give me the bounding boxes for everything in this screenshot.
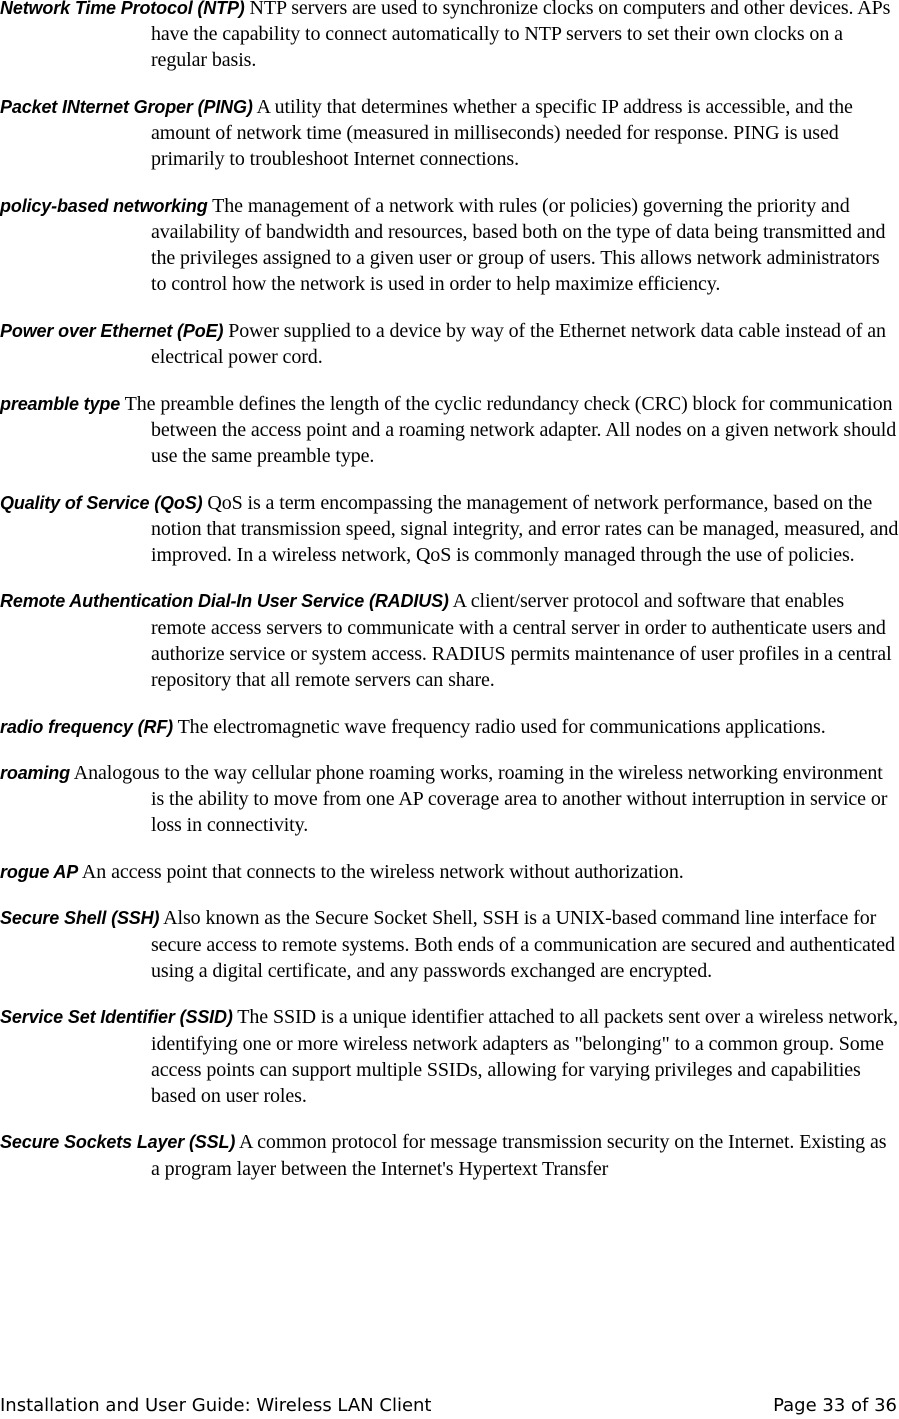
glossary-term: Remote Authentication Dial-In User Service (RADIUS) <box>0 591 449 612</box>
glossary-entry-policy-based-networking <box>0 193 899 298</box>
glossary-term: Quality of Service (QoS) <box>0 492 203 513</box>
glossary-term: Secure Sockets Layer (SSL) <box>0 1132 236 1153</box>
glossary-term: policy-based networking <box>0 195 208 216</box>
glossary-definition: Also known as the Secure Socket Shell, SSH is a UNIX-based command line interface for secure access to remote systems. Both ends of a communication are secured and authenticated using a digital certificate, and any passwords exchanged are encrypted. <box>151 907 895 982</box>
glossary-term: Secure Shell (SSH) <box>0 908 160 929</box>
glossary-entry-rf <box>0 714 899 740</box>
glossary-definition: NTP servers are used to synchronize clocks on computers and other devices. APs have the capability to connect automatically to NTP servers to set their own clocks on a regular basis. <box>151 0 891 72</box>
glossary-entry-radius <box>0 588 899 693</box>
glossary-definition: A client/server protocol and software that enables remote access servers to communicate with a central server in order to authenticate users and authorize service or system access. RADIUS permits maintenance of user profiles in a central repository that all remote servers can share. <box>151 590 892 692</box>
glossary-term: rogue AP <box>0 861 79 882</box>
glossary-definition: A utility that determines whether a specific IP address is accessible, and the amount of network time (measured in milliseconds) needed for response. PING is used primarily to troubleshoot Internet connections. <box>151 95 853 171</box>
glossary-entry-qos <box>0 490 899 569</box>
glossary-entry-ping <box>0 94 899 173</box>
glossary-definition: The electromagnetic wave frequency radio used for communications applications. <box>173 715 826 738</box>
glossary-entry-ssid <box>0 1004 899 1109</box>
glossary-definition: The SSID is a unique identifier attached to all packets sent over a wireless network, identifying one or more wireless network adapters as "belonging" to a common group. Some access points can support multiple SSIDs, allowing for varying privileges and capabilities based on user roles. <box>151 1006 899 1107</box>
guide-title: Installation and User Guide: Wireless LAN Client <box>0 1395 432 1416</box>
glossary-entry-preamble-type <box>0 391 899 470</box>
glossary-definition: The management of a network with rules (or policies) governing the priority and availability of bandwidth and resources, based both on the type of data being transmitted and the privileges assigned to a given user or group of users. This allows network administrators to control how the network is used in order to help maximize efficiency. <box>151 194 886 296</box>
glossary-definition: The preamble defines the length of the cyclic redundancy check (CRC) block for communication between the access point and a roaming network adapter. All nodes on a given network should use the same preamble type. <box>120 392 897 468</box>
page-number: Page 33 of 36 <box>773 1395 897 1416</box>
glossary-definition: Power supplied to a device by way of the Ethernet network data cable instead of an electrical power cord. <box>151 319 886 369</box>
glossary-term: Power over Ethernet (PoE) <box>0 320 224 341</box>
glossary-term: roaming <box>0 763 70 784</box>
glossary-term: radio frequency (RF) <box>0 716 174 737</box>
page-footer <box>0 1393 897 1419</box>
glossary-definition: An access point that connects to the wireless network without authorization. <box>78 860 684 883</box>
glossary-definition: A common protocol for message transmission security on the Internet. Existing as a program layer between the Internet's Hypertext Transfer <box>151 1131 887 1180</box>
glossary-entry-rogue-ap <box>0 859 899 885</box>
glossary-entry-ssh <box>0 905 899 984</box>
glossary-term: preamble type <box>0 393 121 414</box>
glossary-definition: QoS is a term encompassing the management of network performance, based on the notion that transmission speed, signal integrity, and error rates can be managed, measured, and improved. In a wireless network, QoS is commonly managed through the use of policies. <box>151 491 899 566</box>
glossary-entry-roaming <box>0 760 899 839</box>
glossary-entry-ssl <box>0 1129 899 1181</box>
glossary-entry-ntp <box>0 0 899 74</box>
glossary-term: Network Time Protocol (NTP) <box>0 0 245 18</box>
glossary-definition: Analogous to the way cellular phone roaming works, roaming in the wireless networking environment is the ability to move from one AP coverage area to another without interruption in service or loss in connectivity. <box>69 762 888 837</box>
glossary-term: Packet INternet Groper (PING) <box>0 96 253 117</box>
glossary-term: Service Set Identifier (SSID) <box>0 1007 233 1028</box>
glossary-entry-poe <box>0 318 899 370</box>
